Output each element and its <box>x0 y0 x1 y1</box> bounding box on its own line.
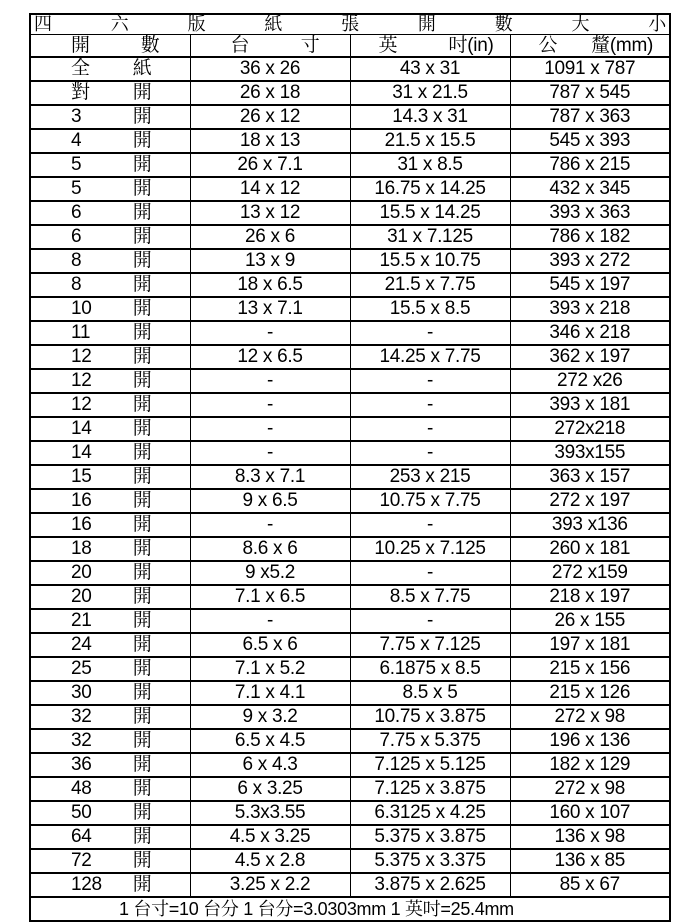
header-tai-cun: 台 寸 <box>190 35 350 58</box>
size-inch-cell: 10.75 x 3.875 <box>350 705 510 729</box>
sheet-count-number: 11 <box>71 322 91 343</box>
sheet-count-unit: 開 <box>132 562 152 583</box>
size-tai-cun-cell: 12 x 6.5 <box>190 345 350 369</box>
table-row <box>30 633 670 657</box>
paper-size-table <box>29 13 671 922</box>
size-inch-cell: 10.75 x 7.75 <box>350 489 510 513</box>
table-row <box>30 321 670 345</box>
sheet-count-unit: 開 <box>132 274 152 295</box>
size-mm-cell: 787 x 363 <box>510 105 670 129</box>
size-mm-cell: 215 x 126 <box>510 681 670 705</box>
size-mm-cell: 272 x 98 <box>510 777 670 801</box>
sheet-count-cell <box>30 801 190 825</box>
sheet-count-number: 72 <box>71 850 92 871</box>
sheet-count-number: 12 <box>71 370 92 391</box>
table-row <box>30 417 670 441</box>
size-mm-cell: 786 x 215 <box>510 153 670 177</box>
size-mm-cell: 787 x 545 <box>510 81 670 105</box>
size-tai-cun-cell: 8.6 x 6 <box>190 537 350 561</box>
sheet-count-unit: 開 <box>132 322 152 343</box>
size-mm-cell: 272 x 98 <box>510 705 670 729</box>
size-inch-cell: - <box>350 609 510 633</box>
sheet-count-cell <box>30 489 190 513</box>
sheet-count-unit: 開 <box>132 610 152 631</box>
size-inch-cell: 6.1875 x 8.5 <box>350 657 510 681</box>
sheet-count-cell <box>30 225 190 249</box>
size-inch-cell: 7.125 x 3.875 <box>350 777 510 801</box>
size-tai-cun-cell: 18 x 6.5 <box>190 273 350 297</box>
size-tai-cun-cell: 3.25 x 2.2 <box>190 873 350 897</box>
sheet-count-number: 5 <box>71 178 82 199</box>
table-row <box>30 105 670 129</box>
sheet-count-cell <box>30 393 190 417</box>
title-char: 開 <box>417 14 436 34</box>
size-mm-cell: 393 x 181 <box>510 393 670 417</box>
sheet-count-number: 8 <box>71 250 82 271</box>
sheet-count-number: 32 <box>71 706 92 727</box>
sheet-count-number: 14 <box>71 418 92 439</box>
size-inch-cell: 31 x 7.125 <box>350 225 510 249</box>
sheet-count-cell <box>30 681 190 705</box>
size-tai-cun-cell: - <box>190 513 350 537</box>
table-row <box>30 177 670 201</box>
size-mm-cell: 393 x136 <box>510 513 670 537</box>
title-char: 小 <box>648 14 666 34</box>
size-tai-cun-cell: - <box>190 441 350 465</box>
size-inch-cell: 5.375 x 3.375 <box>350 849 510 873</box>
sheet-count-number: 50 <box>71 802 92 823</box>
sheet-count-unit: 開 <box>132 850 152 871</box>
sheet-count-unit: 開 <box>132 178 152 199</box>
sheet-count-cell <box>30 537 190 561</box>
size-mm-cell: 1091 x 787 <box>510 57 670 81</box>
size-inch-cell: 7.75 x 5.375 <box>350 729 510 753</box>
sheet-count-unit: 開 <box>132 682 152 703</box>
size-tai-cun-cell: 14 x 12 <box>190 177 350 201</box>
size-mm-cell: 545 x 393 <box>510 129 670 153</box>
size-mm-cell: 85 x 67 <box>510 873 670 897</box>
sheet-count-cell <box>30 369 190 393</box>
size-tai-cun-cell: - <box>190 609 350 633</box>
sheet-count-unit: 開 <box>132 442 152 463</box>
size-tai-cun-cell: 26 x 12 <box>190 105 350 129</box>
sheet-count-cell <box>30 321 190 345</box>
size-mm-cell: 363 x 157 <box>510 465 670 489</box>
size-tai-cun-cell: 6 x 4.3 <box>190 753 350 777</box>
size-inch-cell: 253 x 215 <box>350 465 510 489</box>
sheet-count-cell <box>30 657 190 681</box>
sheet-count-number: 3 <box>71 106 82 127</box>
table-row <box>30 849 670 873</box>
sheet-count-unit: 開 <box>132 874 152 895</box>
sheet-count-number: 25 <box>71 658 92 679</box>
size-inch-cell: 8.5 x 7.75 <box>350 585 510 609</box>
size-tai-cun-cell: 4.5 x 3.25 <box>190 825 350 849</box>
sheet-count-number: 4 <box>71 130 82 151</box>
size-inch-cell: 31 x 8.5 <box>350 153 510 177</box>
size-inch-cell: 7.75 x 7.125 <box>350 633 510 657</box>
size-mm-cell: 346 x 218 <box>510 321 670 345</box>
size-mm-cell: 393 x 272 <box>510 249 670 273</box>
size-mm-cell: 136 x 98 <box>510 825 670 849</box>
unit-conversion-note: 1 台寸=10 台分 1 台分=3.0303mm 1 英吋=25.4mm <box>30 897 670 921</box>
size-tai-cun-cell: 26 x 6 <box>190 225 350 249</box>
size-tai-cun-cell: - <box>190 321 350 345</box>
sheet-count-unit: 開 <box>132 778 152 799</box>
size-mm-cell: 215 x 156 <box>510 657 670 681</box>
size-tai-cun-cell: 13 x 12 <box>190 201 350 225</box>
table-row <box>30 705 670 729</box>
sheet-count-number: 36 <box>71 754 92 775</box>
sheet-count-unit: 開 <box>132 754 152 775</box>
sheet-count-cell <box>30 729 190 753</box>
sheet-count-cell <box>30 129 190 153</box>
size-inch-cell: 31 x 21.5 <box>350 81 510 105</box>
table-row <box>30 537 670 561</box>
table-row <box>30 489 670 513</box>
sheet-count-number: 128 <box>71 874 102 895</box>
sheet-count-cell <box>30 273 190 297</box>
sheet-count-cell <box>30 201 190 225</box>
header-mm: 公 釐(mm) <box>510 35 670 58</box>
title-char: 四 <box>34 14 52 34</box>
size-inch-cell: 14.25 x 7.75 <box>350 345 510 369</box>
sheet-count-cell <box>30 345 190 369</box>
sheet-count-unit: 開 <box>132 250 152 271</box>
sheet-count-number: 16 <box>71 514 92 535</box>
size-tai-cun-cell: 5.3x3.55 <box>190 801 350 825</box>
size-mm-cell: 196 x 136 <box>510 729 670 753</box>
size-mm-cell: 272 x26 <box>510 369 670 393</box>
table-title <box>30 14 670 35</box>
paper-size-table-sheet <box>29 13 671 922</box>
size-inch-cell: - <box>350 393 510 417</box>
table-row <box>30 153 670 177</box>
header-inch: 英 吋(in) <box>350 35 510 58</box>
sheet-count-number: 12 <box>71 346 92 367</box>
sheet-count-unit: 開 <box>132 370 152 391</box>
size-mm-cell: 160 x 107 <box>510 801 670 825</box>
sheet-count-number: 20 <box>71 562 92 583</box>
size-inch-cell: 16.75 x 14.25 <box>350 177 510 201</box>
table-title-row <box>30 14 670 35</box>
sheet-count-unit: 開 <box>132 634 152 655</box>
sheet-count-number: 15 <box>71 466 92 487</box>
size-tai-cun-cell: 26 x 7.1 <box>190 153 350 177</box>
size-mm-cell: 272 x159 <box>510 561 670 585</box>
sheet-count-cell <box>30 633 190 657</box>
size-inch-cell: 10.25 x 7.125 <box>350 537 510 561</box>
size-tai-cun-cell: 6.5 x 6 <box>190 633 350 657</box>
table-row <box>30 225 670 249</box>
size-mm-cell: 272x218 <box>510 417 670 441</box>
size-tai-cun-cell: 13 x 9 <box>190 249 350 273</box>
table-row <box>30 657 670 681</box>
size-tai-cun-cell: 13 x 7.1 <box>190 297 350 321</box>
size-mm-cell: 545 x 197 <box>510 273 670 297</box>
sheet-count-cell <box>30 849 190 873</box>
size-mm-cell: 393x155 <box>510 441 670 465</box>
size-tai-cun-cell: 36 x 26 <box>190 57 350 81</box>
sheet-count-number: 5 <box>71 154 82 175</box>
sheet-count-number: 14 <box>71 442 92 463</box>
sheet-count-cell <box>30 81 190 105</box>
sheet-count-cell <box>30 705 190 729</box>
sheet-count-unit: 開 <box>132 490 152 511</box>
size-tai-cun-cell: 4.5 x 2.8 <box>190 849 350 873</box>
size-tai-cun-cell: 9 x 3.2 <box>190 705 350 729</box>
table-row <box>30 129 670 153</box>
sheet-count-unit: 開 <box>132 826 152 847</box>
size-mm-cell: 218 x 197 <box>510 585 670 609</box>
size-inch-cell: 21.5 x 7.75 <box>350 273 510 297</box>
title-char: 六 <box>110 14 129 34</box>
sheet-count-cell <box>30 249 190 273</box>
sheet-count-unit: 開 <box>132 226 152 247</box>
size-tai-cun-cell: - <box>190 417 350 441</box>
title-char: 紙 <box>264 14 283 34</box>
sheet-count-cell <box>30 465 190 489</box>
sheet-count-unit: 開 <box>132 130 152 151</box>
size-mm-cell: 197 x 181 <box>510 633 670 657</box>
sheet-count-cell <box>30 417 190 441</box>
title-char: 數 <box>494 14 513 34</box>
table-row <box>30 873 670 897</box>
sheet-count-unit: 開 <box>132 82 152 103</box>
table-row <box>30 441 670 465</box>
table-row <box>30 681 670 705</box>
sheet-count-cell <box>30 105 190 129</box>
sheet-count-unit: 開 <box>132 466 152 487</box>
sheet-count-unit: 開 <box>132 730 152 751</box>
sheet-count-unit: 開 <box>132 154 152 175</box>
sheet-count-unit: 開 <box>132 418 152 439</box>
sheet-count-number: 32 <box>71 730 92 751</box>
sheet-count-unit: 開 <box>132 106 152 127</box>
size-inch-cell: - <box>350 561 510 585</box>
table-row <box>30 609 670 633</box>
sheet-count-cell <box>30 777 190 801</box>
table-row <box>30 753 670 777</box>
table-row <box>30 201 670 225</box>
size-mm-cell: 362 x 197 <box>510 345 670 369</box>
sheet-count-unit: 紙 <box>132 58 152 79</box>
sheet-count-number: 全 <box>71 58 90 79</box>
footer-row <box>30 897 670 921</box>
size-tai-cun-cell: - <box>190 369 350 393</box>
sheet-count-number: 18 <box>71 538 92 559</box>
title-char: 大 <box>571 14 590 34</box>
sheet-count-number: 10 <box>71 298 92 319</box>
size-inch-cell: 43 x 31 <box>350 57 510 81</box>
size-tai-cun-cell: 9 x 6.5 <box>190 489 350 513</box>
sheet-count-number: 8 <box>71 274 82 295</box>
size-mm-cell: 393 x 218 <box>510 297 670 321</box>
sheet-count-unit: 開 <box>132 706 152 727</box>
table-row <box>30 465 670 489</box>
sheet-count-number: 21 <box>71 610 92 631</box>
size-tai-cun-cell: 9 x5.2 <box>190 561 350 585</box>
size-inch-cell: 15.5 x 10.75 <box>350 249 510 273</box>
title-char: 版 <box>187 14 206 34</box>
sheet-count-cell <box>30 513 190 537</box>
table-row <box>30 369 670 393</box>
table-row <box>30 801 670 825</box>
header-row <box>30 35 670 58</box>
table-row <box>30 81 670 105</box>
size-inch-cell: - <box>350 369 510 393</box>
size-inch-cell: - <box>350 513 510 537</box>
sheet-count-cell <box>30 57 190 81</box>
sheet-count-number: 6 <box>71 202 82 223</box>
size-tai-cun-cell: 8.3 x 7.1 <box>190 465 350 489</box>
table-row <box>30 561 670 585</box>
sheet-count-cell <box>30 153 190 177</box>
size-mm-cell: 432 x 345 <box>510 177 670 201</box>
size-inch-cell: 15.5 x 14.25 <box>350 201 510 225</box>
table-row <box>30 345 670 369</box>
size-inch-cell: 5.375 x 3.875 <box>350 825 510 849</box>
sheet-count-unit: 開 <box>132 586 152 607</box>
sheet-count-cell <box>30 561 190 585</box>
size-mm-cell: 272 x 197 <box>510 489 670 513</box>
sheet-count-unit: 開 <box>132 514 152 535</box>
table-row <box>30 585 670 609</box>
size-mm-cell: 26 x 155 <box>510 609 670 633</box>
size-tai-cun-cell: - <box>190 393 350 417</box>
sheet-count-cell <box>30 753 190 777</box>
sheet-count-unit: 開 <box>132 658 152 679</box>
sheet-count-number: 6 <box>71 226 82 247</box>
title-char: 張 <box>341 14 359 34</box>
sheet-count-cell <box>30 441 190 465</box>
table-row <box>30 729 670 753</box>
table-row <box>30 273 670 297</box>
sheet-count-cell <box>30 825 190 849</box>
table-row <box>30 825 670 849</box>
sheet-count-cell <box>30 609 190 633</box>
sheet-count-cell <box>30 873 190 897</box>
sheet-count-cell <box>30 177 190 201</box>
size-tai-cun-cell: 18 x 13 <box>190 129 350 153</box>
size-mm-cell: 182 x 129 <box>510 753 670 777</box>
table-row <box>30 513 670 537</box>
sheet-count-unit: 開 <box>132 202 152 223</box>
sheet-count-number: 24 <box>71 634 92 655</box>
size-inch-cell: 3.875 x 2.625 <box>350 873 510 897</box>
sheet-count-unit: 開 <box>132 298 152 319</box>
sheet-count-number: 16 <box>71 490 92 511</box>
sheet-count-number: 12 <box>71 394 92 415</box>
size-inch-cell: 6.3125 x 4.25 <box>350 801 510 825</box>
size-tai-cun-cell: 6.5 x 4.5 <box>190 729 350 753</box>
sheet-count-unit: 開 <box>132 346 152 367</box>
table-row <box>30 249 670 273</box>
size-inch-cell: 14.3 x 31 <box>350 105 510 129</box>
size-inch-cell: - <box>350 441 510 465</box>
sheet-count-unit: 開 <box>132 802 152 823</box>
sheet-count-number: 30 <box>71 682 92 703</box>
sheet-count-unit: 開 <box>132 394 152 415</box>
header-count: 開 數 <box>30 35 190 58</box>
size-tai-cun-cell: 26 x 18 <box>190 81 350 105</box>
size-inch-cell: 7.125 x 5.125 <box>350 753 510 777</box>
table-row <box>30 393 670 417</box>
size-tai-cun-cell: 7.1 x 4.1 <box>190 681 350 705</box>
sheet-count-cell <box>30 297 190 321</box>
sheet-count-number: 對 <box>71 82 90 103</box>
table-row <box>30 57 670 81</box>
sheet-count-cell <box>30 585 190 609</box>
size-inch-cell: 21.5 x 15.5 <box>350 129 510 153</box>
size-mm-cell: 260 x 181 <box>510 537 670 561</box>
size-inch-cell: 15.5 x 8.5 <box>350 297 510 321</box>
sheet-count-number: 48 <box>71 778 92 799</box>
sheet-count-unit: 開 <box>132 538 152 559</box>
size-tai-cun-cell: 6 x 3.25 <box>190 777 350 801</box>
sheet-count-number: 64 <box>71 826 92 847</box>
table-row <box>30 777 670 801</box>
table-row <box>30 297 670 321</box>
size-inch-cell: - <box>350 417 510 441</box>
size-tai-cun-cell: 7.1 x 5.2 <box>190 657 350 681</box>
size-tai-cun-cell: 7.1 x 6.5 <box>190 585 350 609</box>
size-mm-cell: 786 x 182 <box>510 225 670 249</box>
sheet-count-number: 20 <box>71 586 92 607</box>
size-mm-cell: 393 x 363 <box>510 201 670 225</box>
size-mm-cell: 136 x 85 <box>510 849 670 873</box>
size-inch-cell: 8.5 x 5 <box>350 681 510 705</box>
size-inch-cell: - <box>350 321 510 345</box>
